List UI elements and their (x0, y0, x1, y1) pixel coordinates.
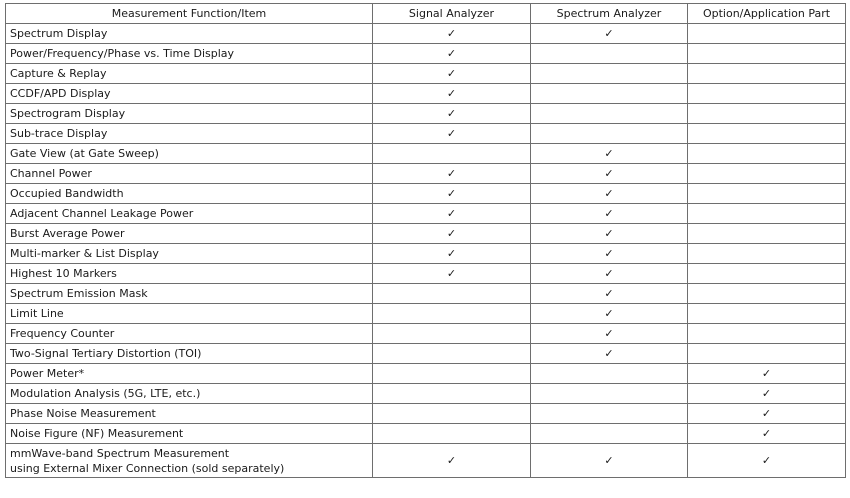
table-header-row (6, 4, 846, 24)
table-row (6, 164, 846, 184)
spectrum-analyzer-check-cell: ✓ (531, 284, 688, 304)
spectrum-analyzer-check-cell (531, 404, 688, 424)
item-name-cell: Spectrum Display (6, 24, 373, 44)
header-signal-analyzer: Signal Analyzer (373, 4, 531, 24)
table-row (6, 64, 846, 84)
signal-analyzer-check-cell (373, 284, 531, 304)
signal-analyzer-check-cell (373, 404, 531, 424)
spectrum-analyzer-check-cell (531, 44, 688, 64)
signal-analyzer-check-cell: ✓ (373, 64, 531, 84)
spectrum-analyzer-check-cell (531, 364, 688, 384)
header-measurement-function: Measurement Function/Item (6, 4, 373, 24)
signal-analyzer-check-cell (373, 424, 531, 444)
option-application-check-cell (688, 264, 846, 284)
table-row (6, 324, 846, 344)
signal-analyzer-check-cell (373, 344, 531, 364)
table-row (6, 84, 846, 104)
spectrum-analyzer-check-cell: ✓ (531, 344, 688, 364)
option-application-check-cell (688, 324, 846, 344)
item-name-cell: Sub-trace Display (6, 124, 373, 144)
signal-analyzer-check-cell: ✓ (373, 264, 531, 284)
item-name-line: using External Mixer Connection (sold separately) (10, 461, 285, 475)
table-row (6, 344, 846, 364)
item-name-cell: Highest 10 Markers (6, 264, 373, 284)
option-application-check-cell (688, 284, 846, 304)
item-name-cell: CCDF/APD Display (6, 84, 373, 104)
option-application-check-cell: ✓ (688, 444, 846, 478)
option-application-check-cell (688, 44, 846, 64)
spectrum-analyzer-check-cell (531, 424, 688, 444)
spectrum-analyzer-check-cell: ✓ (531, 164, 688, 184)
table-row (6, 204, 846, 224)
option-application-check-cell (688, 224, 846, 244)
spectrum-analyzer-check-cell (531, 104, 688, 124)
item-name-cell: Gate View (at Gate Sweep) (6, 144, 373, 164)
spectrum-analyzer-check-cell: ✓ (531, 444, 688, 478)
option-application-check-cell (688, 164, 846, 184)
spectrum-analyzer-check-cell (531, 384, 688, 404)
table-row (6, 124, 846, 144)
signal-analyzer-check-cell: ✓ (373, 44, 531, 64)
signal-analyzer-check-cell (373, 304, 531, 324)
item-name-cell: Channel Power (6, 164, 373, 184)
option-application-check-cell: ✓ (688, 424, 846, 444)
spectrum-analyzer-check-cell: ✓ (531, 244, 688, 264)
spectrum-analyzer-check-cell (531, 84, 688, 104)
table-row (6, 444, 846, 478)
item-name-cell: Frequency Counter (6, 324, 373, 344)
signal-analyzer-check-cell: ✓ (373, 164, 531, 184)
spectrum-analyzer-check-cell: ✓ (531, 224, 688, 244)
option-application-check-cell (688, 84, 846, 104)
item-name-cell: Burst Average Power (6, 224, 373, 244)
option-application-check-cell (688, 304, 846, 324)
signal-analyzer-check-cell: ✓ (373, 84, 531, 104)
table-row (6, 364, 846, 384)
signal-analyzer-check-cell: ✓ (373, 124, 531, 144)
table-body (6, 24, 846, 478)
item-name-cell: Spectrum Emission Mask (6, 284, 373, 304)
table-row (6, 224, 846, 244)
table-row (6, 424, 846, 444)
option-application-check-cell: ✓ (688, 404, 846, 424)
item-name-cell: Noise Figure (NF) Measurement (6, 424, 373, 444)
item-name-cell: Capture & Replay (6, 64, 373, 84)
signal-analyzer-check-cell (373, 144, 531, 164)
spectrum-analyzer-check-cell: ✓ (531, 264, 688, 284)
table-row (6, 44, 846, 64)
spectrum-analyzer-check-cell: ✓ (531, 304, 688, 324)
spectrum-analyzer-check-cell: ✓ (531, 324, 688, 344)
measurement-function-table (5, 3, 846, 478)
option-application-check-cell: ✓ (688, 384, 846, 404)
signal-analyzer-check-cell (373, 384, 531, 404)
signal-analyzer-check-cell: ✓ (373, 244, 531, 264)
signal-analyzer-check-cell: ✓ (373, 184, 531, 204)
table-row (6, 384, 846, 404)
table-row (6, 244, 846, 264)
signal-analyzer-check-cell: ✓ (373, 444, 531, 478)
option-application-check-cell (688, 24, 846, 44)
signal-analyzer-check-cell: ✓ (373, 104, 531, 124)
table-row (6, 144, 846, 164)
option-application-check-cell (688, 64, 846, 84)
item-name-cell: Phase Noise Measurement (6, 404, 373, 424)
item-name-cell: Multi-marker & List Display (6, 244, 373, 264)
option-application-check-cell (688, 244, 846, 264)
option-application-check-cell (688, 344, 846, 364)
item-name-cell: Power/Frequency/Phase vs. Time Display (6, 44, 373, 64)
item-name-cell: Limit Line (6, 304, 373, 324)
table-row (6, 184, 846, 204)
option-application-check-cell (688, 104, 846, 124)
header-option-application-part: Option/Application Part (688, 4, 846, 24)
item-name-cell: Power Meter* (6, 364, 373, 384)
comparison-table-wrapper (5, 3, 846, 478)
signal-analyzer-check-cell (373, 324, 531, 344)
signal-analyzer-check-cell: ✓ (373, 24, 531, 44)
option-application-check-cell (688, 144, 846, 164)
item-name-cell: Spectrogram Display (6, 104, 373, 124)
table-row (6, 284, 846, 304)
table-row (6, 264, 846, 284)
spectrum-analyzer-check-cell: ✓ (531, 24, 688, 44)
option-application-check-cell (688, 204, 846, 224)
option-application-check-cell (688, 184, 846, 204)
table-row (6, 104, 846, 124)
item-name-cell: Two-Signal Tertiary Distortion (TOI) (6, 344, 373, 364)
spectrum-analyzer-check-cell (531, 64, 688, 84)
signal-analyzer-check-cell (373, 364, 531, 384)
spectrum-analyzer-check-cell: ✓ (531, 204, 688, 224)
signal-analyzer-check-cell: ✓ (373, 204, 531, 224)
item-name-line: mmWave-band Spectrum Measurement (10, 446, 230, 460)
item-name-cell: Adjacent Channel Leakage Power (6, 204, 373, 224)
header-spectrum-analyzer: Spectrum Analyzer (531, 4, 688, 24)
signal-analyzer-check-cell: ✓ (373, 224, 531, 244)
spectrum-analyzer-check-cell: ✓ (531, 184, 688, 204)
option-application-check-cell: ✓ (688, 364, 846, 384)
item-name-cell: Occupied Bandwidth (6, 184, 373, 204)
table-row (6, 404, 846, 424)
table-row (6, 24, 846, 44)
spectrum-analyzer-check-cell (531, 124, 688, 144)
item-name-cell: Modulation Analysis (5G, LTE, etc.) (6, 384, 373, 404)
option-application-check-cell (688, 124, 846, 144)
table-row (6, 304, 846, 324)
spectrum-analyzer-check-cell: ✓ (531, 144, 688, 164)
item-name-cell (6, 444, 373, 478)
